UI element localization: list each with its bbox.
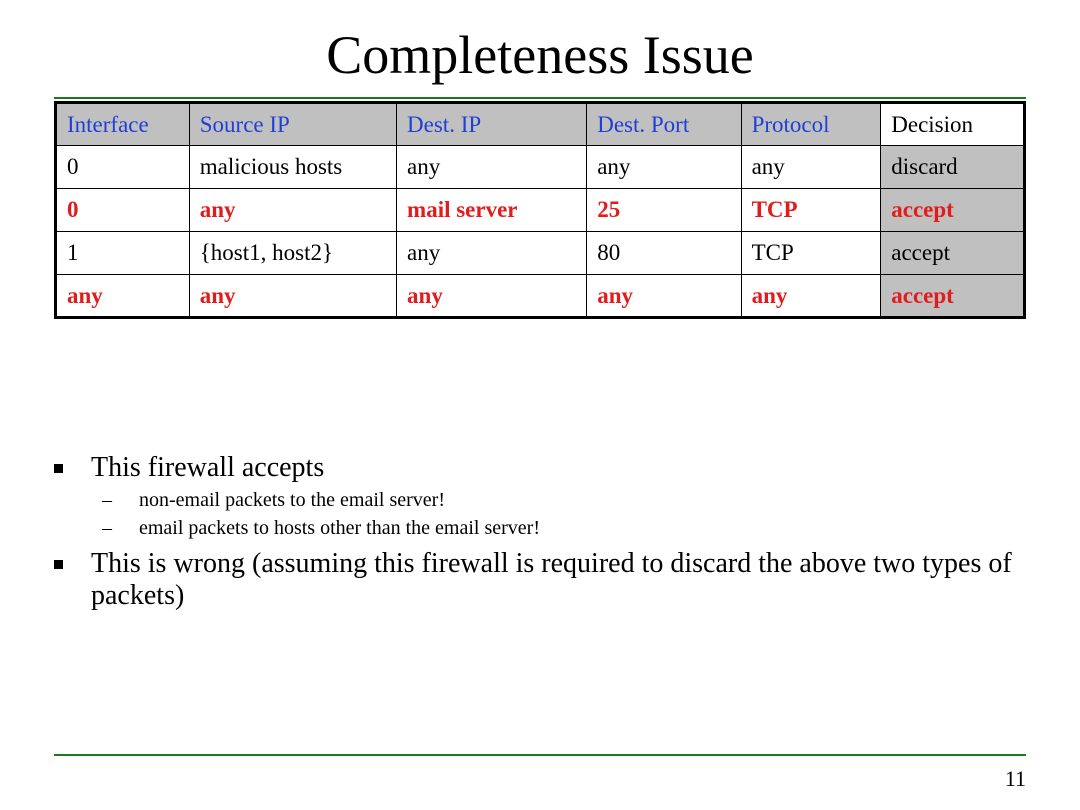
table-cell: 0	[56, 189, 190, 232]
table-cell: any	[587, 146, 741, 189]
table-cell: any	[741, 146, 881, 189]
footer-divider	[54, 754, 1026, 756]
table-row-highlighted	[56, 189, 1025, 232]
table-cell: any	[741, 275, 881, 318]
table-cell: any	[189, 189, 396, 232]
table-cell: 80	[587, 232, 741, 275]
square-bullet-icon	[54, 560, 63, 569]
table-cell: any	[397, 275, 587, 318]
bullet-list	[54, 452, 1034, 612]
column-header: Source IP	[189, 103, 396, 146]
table-header-row	[56, 103, 1025, 146]
decision-cell: accept	[881, 275, 1025, 318]
sub-bullet-text: email packets to hosts other than the email server!	[139, 517, 540, 539]
column-header: Dest. IP	[397, 103, 587, 146]
dash-bullet-icon: –	[102, 489, 112, 511]
slide-title: Completeness Issue	[326, 25, 754, 85]
table-cell: 0	[56, 146, 190, 189]
column-header: Protocol	[741, 103, 881, 146]
table-row	[56, 146, 1025, 189]
sub-bullet-item	[54, 486, 1034, 514]
decision-cell: accept	[881, 189, 1025, 232]
table-cell: {host1, host2}	[189, 232, 396, 275]
firewall-rules-table	[54, 101, 1026, 319]
table-cell: any	[56, 275, 190, 318]
square-bullet-icon	[54, 464, 63, 473]
table-cell: any	[587, 275, 741, 318]
decision-cell: discard	[881, 146, 1025, 189]
dash-bullet-icon: –	[102, 517, 112, 539]
table-cell: any	[189, 275, 396, 318]
table-cell: 1	[56, 232, 190, 275]
page-number: 11	[1004, 766, 1026, 791]
bullet-item	[54, 452, 1034, 484]
table-cell: 25	[587, 189, 741, 232]
table-cell: any	[397, 232, 587, 275]
decision-cell: accept	[881, 232, 1025, 275]
title-divider	[54, 97, 1026, 99]
sub-bullet-item	[54, 514, 1034, 542]
table-cell: mail server	[397, 189, 587, 232]
table-row-highlighted	[56, 275, 1025, 318]
column-header: Dest. Port	[587, 103, 741, 146]
table-cell: any	[397, 146, 587, 189]
bullet-item	[54, 548, 1034, 612]
column-header: Decision	[881, 103, 1025, 146]
bullet-text: This is wrong (assuming this firewall is required to discard the above two types of packets)	[91, 548, 1012, 611]
sub-bullet-text: non-email packets to the email server!	[139, 489, 445, 511]
table-cell: malicious hosts	[189, 146, 396, 189]
column-header: Interface	[56, 103, 190, 146]
table-cell: TCP	[741, 232, 881, 275]
bullet-text: This firewall accepts	[91, 452, 325, 483]
table-row	[56, 232, 1025, 275]
table-cell: TCP	[741, 189, 881, 232]
